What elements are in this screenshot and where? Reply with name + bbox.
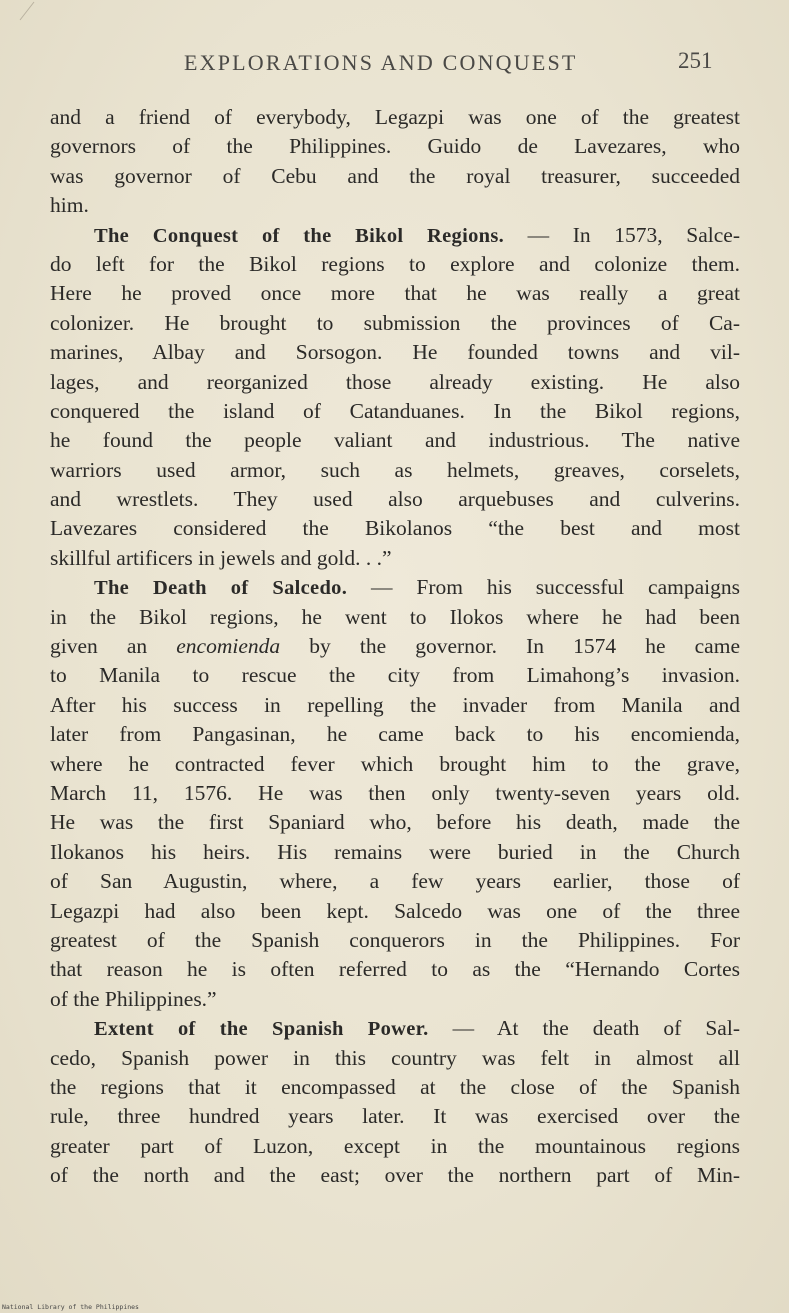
text-line: do left for the Bikol regions to explore and colonize them. (50, 251, 740, 276)
text-line: Here he proved once more that he was really a great (50, 281, 740, 306)
text-run: given an (50, 634, 177, 659)
text-line: rule, three hundred years later. It was exercised over the (50, 1104, 740, 1129)
corner-pencil-mark (18, 0, 40, 22)
text-run: — At the death of Sal- (428, 1016, 740, 1041)
text-line: March 11, 1576. He was then only twenty-seven years old. (50, 780, 740, 805)
running-title: EXPLORATIONS AND CONQUEST (184, 50, 578, 75)
body-text (50, 103, 740, 1190)
text-line: greater part of Luzon, except in the mountainous regions (50, 1133, 740, 1158)
text-line: and a friend of everybody, Legazpi was one of the greatest (50, 105, 740, 129)
text-line: lages, and reorganized those already existing. He also (50, 369, 740, 394)
text-line: the regions that it encompassed at the close of the Spanish (50, 1074, 740, 1099)
section-heading-line (50, 573, 740, 602)
text-line: of the north and the east; over the northern part of Min- (50, 1163, 740, 1188)
italic-term: encomienda (176, 634, 281, 659)
page-number: 251 (678, 48, 713, 73)
text-line: that reason he is often referred to as the “Hernando Cortes (50, 957, 740, 982)
text-line: warriors used armor, such as helmets, greaves, corselets, (50, 457, 740, 482)
text-line: greatest of the Spanish conquerors in the Philippines. For (50, 927, 740, 952)
text-line (50, 632, 740, 661)
text-line: governors of the Philippines. Guido de Lavezares, who (50, 134, 740, 159)
section-heading: The Death of Salcedo. (94, 577, 348, 600)
text-line: him. (50, 193, 89, 218)
text-line: where he contracted fever which brought him to the grave, (50, 751, 740, 776)
text-line: he found the people valiant and industrious. The native (50, 428, 740, 453)
text-run: — In 1573, Salce- (504, 222, 740, 247)
text-line: in the Bikol regions, he went to Ilokos where he had been (50, 604, 740, 629)
text-line: skillful artificers in jewels and gold. . .” (50, 545, 392, 570)
section-heading: The Conquest of the Bikol Regions. (94, 224, 505, 247)
text-line: of San Augustin, where, a few years earlier, those of (50, 869, 740, 894)
text-line: later from Pangasinan, he came back to his encomienda, (50, 722, 740, 747)
text-line: conquered the island of Catanduanes. In the Bikol regions, (50, 398, 740, 423)
text-line: Ilokanos his heirs. His remains were buried in the Church (50, 839, 740, 864)
text-line: marines, Albay and Sorsogon. He founded towns and vil- (50, 340, 740, 365)
text-line: cedo, Spanish power in this country was felt in almost all (50, 1045, 740, 1070)
section-heading-line (50, 221, 740, 250)
text-line: was governor of Cebu and the royal treasurer, succeeded (50, 163, 740, 188)
running-head (0, 50, 789, 86)
text-run: by the governor. In 1574 he came (280, 634, 740, 659)
text-line: Legazpi had also been kept. Salcedo was one of the three (50, 898, 740, 923)
text-line: He was the first Spaniard who, before his death, made the (50, 810, 740, 835)
library-credit: National Library of the Philippines (2, 1303, 139, 1311)
text-line: After his success in repelling the invader from Manila and (50, 692, 740, 717)
section-heading-line (50, 1014, 740, 1043)
text-line: to Manila to rescue the city from Limahong’s invasion. (50, 663, 740, 688)
text-run: — From his successful campaigns (347, 575, 740, 600)
text-line: colonizer. He brought to submission the provinces of Ca- (50, 310, 740, 335)
text-line: of the Philippines.” (50, 986, 217, 1011)
text-line: Lavezares considered the Bikolanos “the best and most (50, 516, 740, 541)
section-heading: Extent of the Spanish Power. (94, 1018, 429, 1041)
text-line: and wrestlets. They used also arquebuses and culverins. (50, 487, 740, 512)
